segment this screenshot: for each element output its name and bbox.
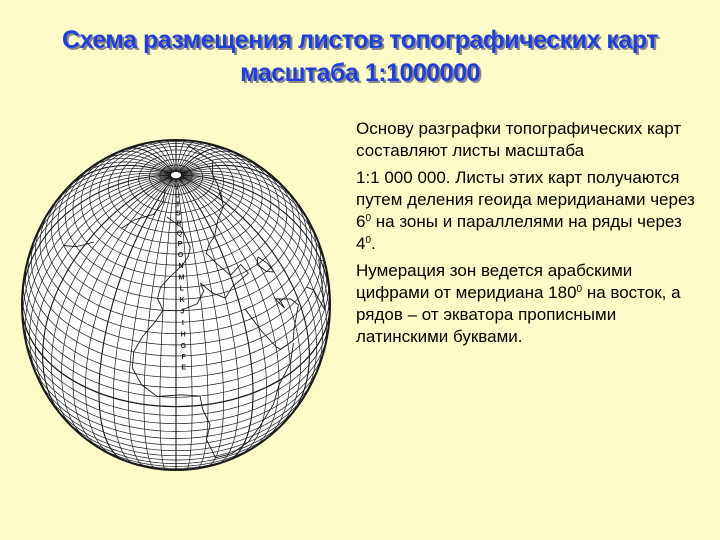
row-letter-label: I [181,320,184,328]
paragraph-2-part-1: 1:1 000 000. Листы этих карт получаются путем деления геоида меридианами через 6 [356,168,695,231]
row-letter-label: U [174,192,180,200]
row-letter-label: M [178,274,185,282]
paragraph-2 [356,167,696,255]
row-letter-label: L [179,285,184,293]
row-letter-label: T [175,201,181,209]
row-letter-label: H [180,331,186,339]
degree-mark-2: 0 [365,235,372,246]
paragraph-3-part-2: на восток, а рядов – от экватора прописными латинскими буквами. [356,283,681,346]
degree-mark-3: 0 [576,284,583,295]
row-letter-label: E [181,364,187,372]
row-letter-label: S [176,210,181,218]
paragraph-2-part-2: на зоны и параллелями на ряды через 4 [356,212,682,253]
paragraph-2-part-3: . [371,234,376,253]
paragraph-3 [356,260,696,348]
row-letter-label: O [177,251,184,259]
degree-mark-1: 0 [365,213,372,224]
row-letter-label: V [174,184,180,192]
description-text [356,118,696,353]
row-letter-label: N [178,263,184,270]
globe-svg [18,136,334,474]
row-letter-label: K [179,297,185,305]
title-line-2: масштаба 1:1000000 [240,59,480,87]
row-letter-label: J [180,308,185,316]
row-letter-label: Q [176,230,183,238]
row-letter-label: P [177,241,183,249]
paragraph-3-part-1: Нумерация зон ведется арабскими цифрами от меридиана 180 [356,261,633,302]
row-letter-label: R [176,220,182,228]
row-letter-label: F [181,353,186,361]
row-letter-label: G [180,342,187,350]
globe-grid-image [18,136,334,474]
title-line-1: Схема размещения листов топографических карт [62,26,658,54]
page-title [0,24,720,90]
paragraph-1: Основу разграфки топографических карт составляют листы масштаба [356,119,682,160]
